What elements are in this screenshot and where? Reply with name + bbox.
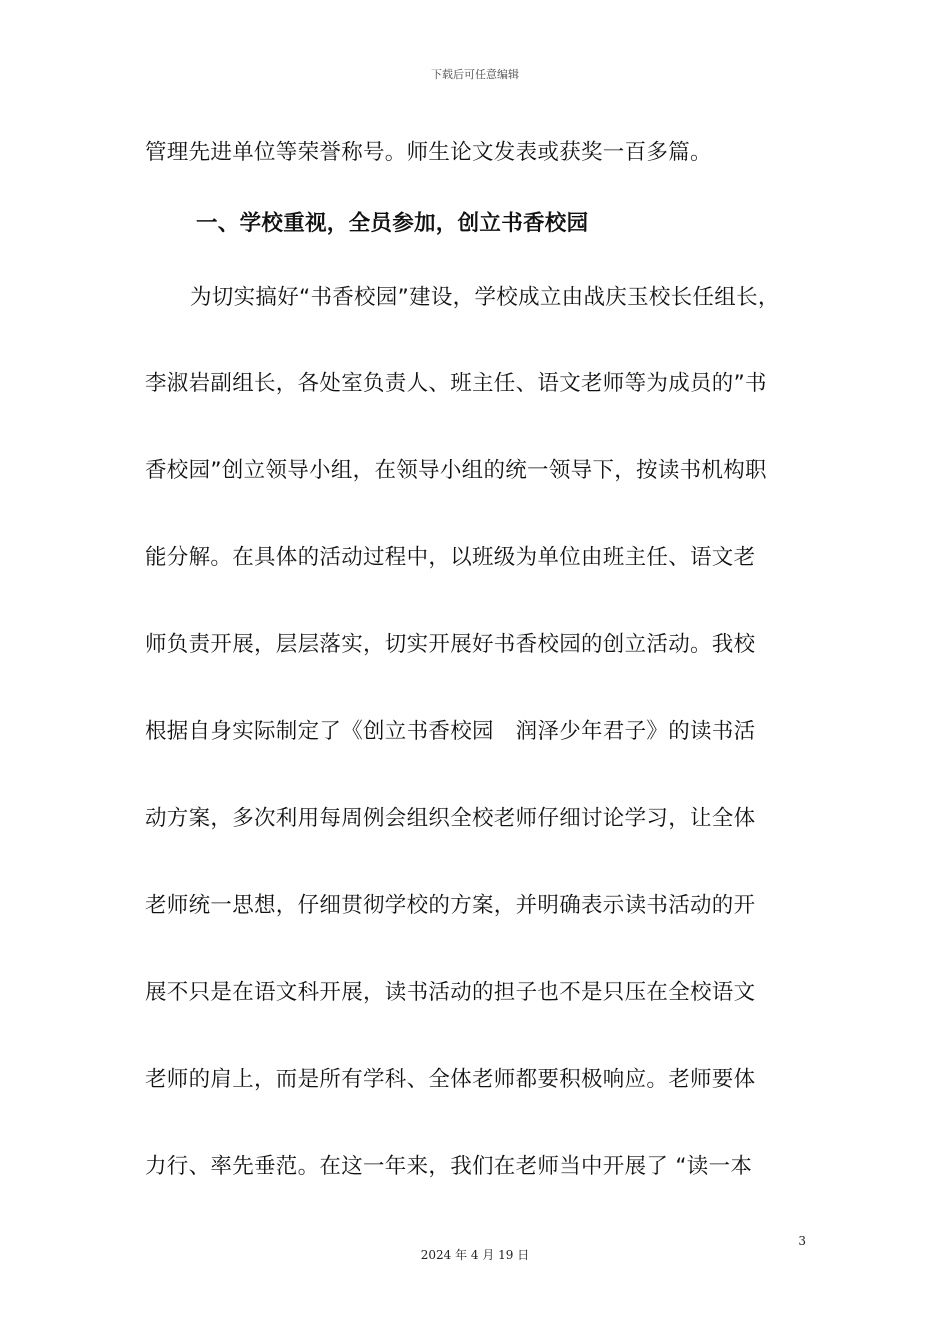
page-number: 3 [798, 1234, 806, 1248]
body-line-13: 力行、率先垂范。在这一年来，我们在老师当中开展了 “读一本 [145, 1154, 753, 1179]
body-line-8: 根据自身实际制定了《创立书香校园 润泽少年君子》的读书活 [145, 719, 756, 744]
body-line-4: 李淑岩副组长，各处室负责人、班主任、语文老师等为成员的”书 [145, 371, 767, 396]
page-header: 下载后可任意编辑 [431, 68, 519, 81]
body-line-3: 为切实搞好“书香校园”建设，学校成立由战庆玉校长任组长， [190, 285, 780, 310]
body-line-7: 师负责开展，层层落实，切实开展好书香校园的创立活动。我校 [145, 632, 756, 657]
body-line-12: 老师的肩上，而是所有学科、全体老师都要积极响应。老师要体 [145, 1067, 756, 1092]
body-line-1: 管理先进单位等荣誉称号。师生论文发表或获奖一百多篇。 [145, 140, 712, 165]
body-line-10: 老师统一思想，仔细贯彻学校的方案，并明确表示读书活动的开 [145, 893, 756, 918]
body-line-6: 能分解。在具体的活动过程中，以班级为单位由班主任、语文老 [145, 545, 756, 570]
page-footer-date: 2024 年 4 月 19 日 [420, 1248, 530, 1262]
section-heading: 一、学校重视，全员参加，创立书香校园 [196, 211, 589, 236]
body-line-9: 动方案，多次利用每周例会组织全校老师仔细讨论学习，让全体 [145, 806, 756, 831]
body-line-5: 香校园”创立领导小组，在领导小组的统一领导下，按读书机构职 [145, 458, 767, 483]
body-line-11: 展不只是在语文科开展，读书活动的担子也不是只压在全校语文 [145, 980, 756, 1005]
